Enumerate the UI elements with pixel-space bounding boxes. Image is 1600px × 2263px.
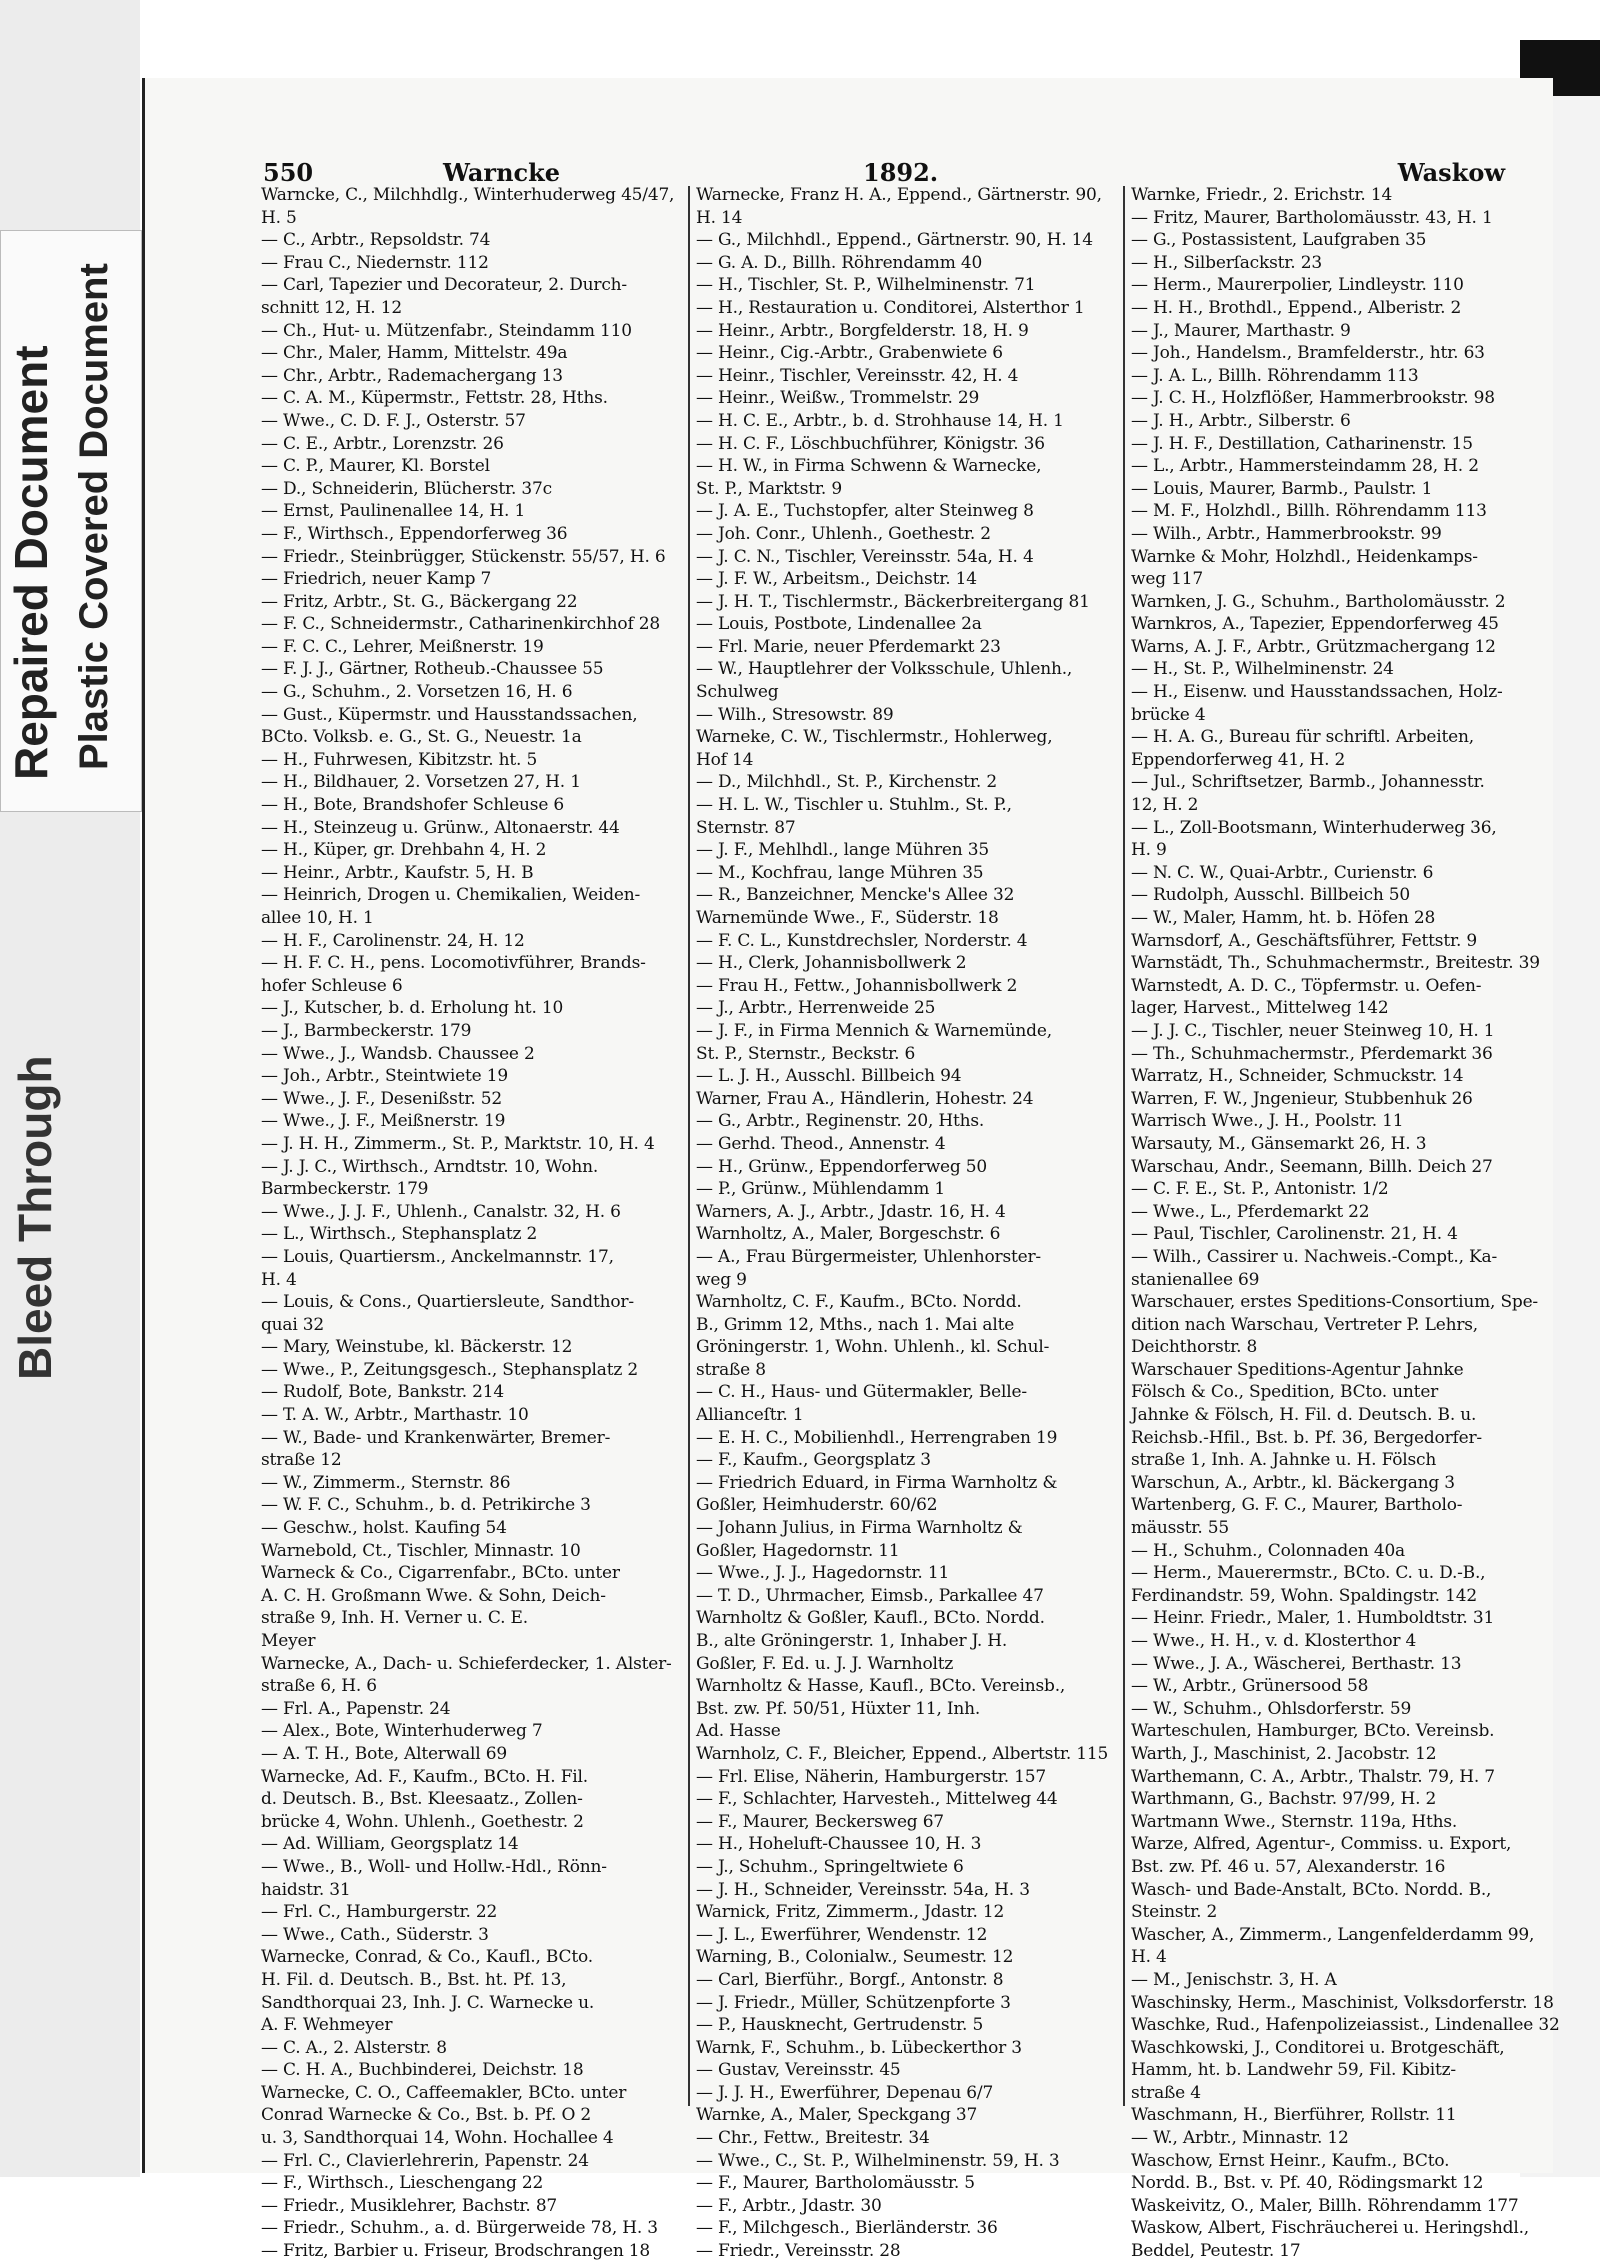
directory-entry-line: Hof 14	[696, 749, 754, 770]
directory-entry-line: — Heinr., Arbtr., Kaufstr. 5, H. B	[261, 862, 534, 883]
directory-entry-line: weg 117	[1131, 569, 1203, 590]
directory-entry-line: — H., Bildhauer, 2. Vorsetzen 27, H. 1	[261, 772, 581, 793]
directory-entry-line: — Heinrich, Drogen u. Chemikalien, Weiden-	[261, 885, 641, 906]
directory-entry-line: — F., Maurer, Beckersweg 67	[696, 1811, 944, 1832]
directory-entry-line: — J., Kutscher, b. d. Erholung ht. 10	[261, 998, 564, 1019]
directory-entry-line: — Friedr., Schuhm., a. d. Bürgerweide 78, H. 3	[261, 2218, 658, 2239]
directory-entry-line: Warth, J., Maschinist, 2. Jacobstr. 12	[1131, 1743, 1437, 1764]
directory-entry-line: brücke 4	[1131, 704, 1206, 725]
directory-entry-line: — H. A. G., Bureau für schriftl. Arbeiten,	[1131, 727, 1474, 748]
directory-entry-line: — W., Bade- und Krankenwärter, Bremer-	[261, 1427, 611, 1448]
directory-entry-line: Goßler, Hagedornstr. 11	[696, 1540, 900, 1561]
header-right-keyword: Waskow	[1397, 158, 1505, 187]
header-left-keyword: Warncke	[443, 158, 561, 187]
plastic-covered-label: Plastic Covered Document	[72, 263, 116, 770]
directory-entry-line: — J. C. N., Tischler, Vereinsstr. 54a, H. 4	[696, 546, 1034, 567]
directory-entry-line: — H., Clerk, Johannisbollwerk 2	[696, 953, 967, 974]
directory-entry-line: Waschke, Rud., Hafenpolizeiassist., Lindenallee 32	[1131, 2015, 1560, 2036]
directory-entry-line: lager, Harvest., Mittelweg 142	[1131, 998, 1389, 1019]
directory-entry-line: — Wwe., J., Wandsb. Chaussee 2	[261, 1043, 535, 1064]
directory-entry-line: mäusstr. 55	[1131, 1518, 1229, 1539]
directory-entry-line: — H. C. F., Löschbuchführer, Königstr. 36	[696, 433, 1045, 454]
directory-entry-line: Barmbeckerstr. 179	[261, 1179, 429, 1200]
directory-entry-line: — Alex., Bote, Winterhuderweg 7	[261, 1721, 543, 1742]
directory-entry-line: — Herm., Maurerpolier, Lindleystr. 110	[1131, 275, 1464, 296]
directory-entry-line: Wartenberg, G. F. C., Maurer, Bartholo-	[1131, 1495, 1463, 1516]
directory-entry-line: — J., Maurer, Marthastr. 9	[1131, 320, 1351, 341]
directory-entry-line: Warnk, F., Schuhm., b. Lübeckerthor 3	[696, 2037, 1022, 2058]
directory-entry-line: — Wilh., Cassirer u. Nachweis.-Compt., Ka-	[1131, 1246, 1497, 1267]
directory-entry-line: straße 6, H. 6	[261, 1676, 377, 1697]
directory-entry-line: Warnholz, C. F., Bleicher, Eppend., Albertstr. 115	[696, 1743, 1109, 1764]
directory-entry-line: Warnecke, A., Dach- u. Schieferdecker, 1. Alster-	[261, 1653, 672, 1674]
directory-entry-line: — G., Schuhm., 2. Vorsetzen 16, H. 6	[261, 682, 573, 703]
directory-entry-line: — Rudolf, Bote, Bankstr. 214	[261, 1382, 504, 1403]
directory-entry-line: — J. A. L., Billh. Röhrendamm 113	[1131, 365, 1419, 386]
header-year: 1892.	[863, 158, 939, 187]
directory-entry-line: — D., Milchhdl., St. P., Kirchenstr. 2	[696, 772, 997, 793]
directory-entry-line: H. 4	[1131, 1947, 1167, 1968]
directory-entry-line: — Gustav, Vereinsstr. 45	[696, 2060, 901, 2081]
directory-entry-line: Steinstr. 2	[1131, 1902, 1218, 1923]
directory-entry-line: d. Deutsch. B., Bst. Kleesaatz., Zollen-	[261, 1789, 583, 1810]
directory-entry-line: Meyer	[261, 1631, 316, 1651]
directory-entry-line: straße 8	[696, 1359, 766, 1380]
directory-entry-line: Bst. zw. Pf. 50/51, Hüxter 11, Inh.	[696, 1698, 981, 1719]
directory-entry-line: — C. H. A., Buchbinderei, Deichstr. 18	[261, 2060, 584, 2081]
directory-entry-line: — Frl. A., Papenstr. 24	[261, 1698, 451, 1719]
directory-entry-line: — Gerhd. Theod., Annenstr. 4	[696, 1133, 946, 1154]
directory-entry-line: — J. C. H., Holzflößer, Hammerbrookstr. 98	[1131, 388, 1495, 409]
bleed-through-label: Bleed Through	[9, 1055, 61, 1380]
directory-entry-line: Warnken, J. G., Schuhm., Bartholomäusstr. 2	[1131, 591, 1506, 612]
directory-entry-line: straße 1, Inh. A. Jahnke u. H. Fölsch	[1131, 1450, 1437, 1471]
directory-entry-line: — J. Friedr., Müller, Schützenpforte 3	[696, 1992, 1011, 2013]
directory-entry-line: Warnecke, Franz H. A., Eppend., Gärtnerstr. 90,	[696, 185, 1102, 205]
directory-entry-line: — Louis, Quartiersm., Anckelmannstr. 17,	[261, 1246, 614, 1267]
directory-entry-line: — H., Fuhrwesen, Kibitzstr. ht. 5	[261, 749, 538, 770]
directory-column-middle	[696, 184, 1116, 2262]
directory-entry-line: Bst. zw. Pf. 46 u. 57, Alexanderstr. 16	[1131, 1856, 1446, 1877]
directory-entry-line: — J. F., in Firma Mennich & Warnemünde,	[696, 1020, 1052, 1041]
directory-entry-line: allee 10, H. 1	[261, 908, 374, 928]
directory-entry-line: — Gust., Küpermstr. und Hausstandssachen,	[261, 704, 638, 725]
directory-entry-line: St. P., Sternstr., Beckstr. 6	[696, 1043, 916, 1064]
directory-entry-line: — W., Arbtr., Grünersood 58	[1131, 1676, 1369, 1697]
directory-entry-line: — Frau H., Fettw., Johannisbollwerk 2	[696, 975, 1018, 996]
directory-entry-line: — Ad. William, Georgsplatz 14	[261, 1834, 519, 1855]
directory-entry-line: — Heinr., Cig.-Arbtr., Grabenwiete 6	[696, 343, 1003, 364]
directory-entry-line: weg 9	[696, 1269, 747, 1290]
directory-entry-line: 12, H. 2	[1131, 795, 1199, 816]
page-number: 550	[263, 158, 314, 187]
directory-entry-line: Warren, F. W., Jngenieur, Stubbenhuk 26	[1131, 1088, 1473, 1109]
directory-entry-line: — Louis, Maurer, Barmb., Paulstr. 1	[1131, 478, 1433, 499]
directory-entry-line: — Heinr. Friedr., Maler, 1. Humboldtstr. 31	[1131, 1608, 1495, 1629]
directory-column-right	[1131, 184, 1560, 2262]
directory-entry-line: hofer Schleuse 6	[261, 975, 403, 996]
directory-entry-line: — J. J. C., Tischler, neuer Steinweg 10, H. 1	[1131, 1020, 1495, 1041]
directory-entry-line: — Frl. C., Clavierlehrerin, Papenstr. 24	[261, 2150, 589, 2171]
directory-entry-line: — F., Wirthsch., Lieschengang 22	[261, 2173, 544, 2194]
directory-entry-line: — G., Postassistent, Laufgraben 35	[1131, 230, 1427, 251]
directory-entry-line: H. 9	[1131, 840, 1167, 861]
directory-entry-line: — Wwe., C. D. F. J., Osterstr. 57	[261, 410, 526, 431]
directory-entry-line: Warschauer, erstes Speditions-Consortium, Spe-	[1131, 1292, 1538, 1313]
directory-entry-line: — T. D., Uhrmacher, Eimsb., Parkallee 47	[696, 1585, 1044, 1606]
directory-entry-line: straße 9, Inh. H. Verner u. C. E.	[261, 1608, 528, 1629]
directory-entry-line: — Joh., Arbtr., Steintwiete 19	[261, 1066, 508, 1087]
directory-entry-line: — M., Kochfrau, lange Mühren 35	[696, 862, 984, 883]
directory-column-left	[261, 184, 681, 2262]
directory-entry-line: — J. H. H., Zimmerm., St. P., Marktstr. 10, H. 4	[261, 1133, 655, 1154]
directory-entry-line: — Friedr., Musiklehrer, Bachstr. 87	[261, 2195, 558, 2216]
directory-entry-line: Beddel, Peutestr. 17	[1131, 2241, 1301, 2262]
directory-entry-line: — J., Barmbeckerstr. 179	[261, 1020, 472, 1041]
directory-entry-line: — J., Schuhm., Springeltwiete 6	[696, 1856, 964, 1877]
directory-entry-line: — C. F. E., St. P., Antonistr. 1/2	[1131, 1179, 1389, 1200]
directory-entry-line: Warnholtz & Goßler, Kaufl., BCto. Nordd.	[696, 1608, 1045, 1629]
directory-entry-line: — F., Wirthsch., Eppendorferweg 36	[261, 523, 568, 544]
directory-entry-line: — E. H. C., Mobilienhdl., Herrengraben 19	[696, 1427, 1058, 1448]
directory-entry-line: BCto. Volksb. e. G., St. G., Neuestr. 1a	[261, 727, 582, 748]
directory-entry-line: A. F. Wehmeyer	[261, 2015, 393, 2036]
directory-entry-line: — Geschw., holst. Kaufing 54	[261, 1518, 507, 1539]
directory-entry-line: Warnholtz, A., Maler, Borgeschstr. 6	[696, 1224, 1001, 1245]
directory-entry-line: Ferdinandstr. 59, Wohn. Spaldingstr. 142	[1131, 1585, 1477, 1606]
directory-entry-line: — Wilh., Arbtr., Hammerbrookstr. 99	[1131, 523, 1442, 544]
directory-entry-line: — F. J. J., Gärtner, Rotheub.-Chaussee 55	[261, 659, 604, 680]
directory-entry-line: — J. H. T., Tischlermstr., Bäckerbreitergang 81	[696, 591, 1090, 612]
directory-entry-line: — F., Milchgesch., Bierländerstr. 36	[696, 2218, 998, 2239]
directory-entry-line: — J. F., Mehlhdl., lange Mühren 35	[696, 840, 989, 861]
directory-entry-line: Warncke, C., Milchhdlg., Winterhuderweg 45/47,	[261, 185, 675, 205]
directory-entry-line: — R., Banzeichner, Mencke's Allee 32	[696, 885, 1015, 906]
repaired-document-label: Repaired Document	[5, 345, 57, 780]
directory-entry-line: — L. J. H., Ausschl. Billbeich 94	[696, 1066, 962, 1087]
directory-entry-line: Waskeivitz, O., Maler, Billh. Röhrendamm 177	[1131, 2195, 1519, 2216]
directory-entry-line: — F., Kaufm., Georgsplatz 3	[696, 1450, 931, 1471]
directory-entry-line: Ad. Hasse	[696, 1721, 781, 1742]
directory-entry-line: — T. A. W., Arbtr., Marthastr. 10	[261, 1405, 529, 1426]
directory-entry-line: — J. J. H., Ewerführer, Depenau 6/7	[696, 2082, 994, 2103]
directory-entry-line: — H., St. P., Wilhelminenstr. 24	[1131, 659, 1394, 680]
directory-entry-line: — Wwe., J. F., Meißnerstr. 19	[261, 1111, 506, 1132]
directory-entry-line: — Friedrich, neuer Kamp 7	[261, 569, 492, 590]
directory-entry-line: haidstr. 31	[261, 1879, 351, 1900]
directory-entry-line: Waskow, Albert, Fischräucherei u. Heringshdl.,	[1131, 2218, 1529, 2239]
directory-entry-line: Schulweg	[696, 682, 779, 703]
directory-entry-line: u. 3, Sandthorquai 14, Wohn. Hochallee 4	[261, 2128, 614, 2149]
directory-entry-line: — W., Maler, Hamm, ht. b. Höfen 28	[1131, 908, 1436, 928]
directory-entry-line: Nordd. B., Bst. v. Pf. 40, Rödingsmarkt 12	[1131, 2173, 1484, 2194]
directory-entry-line: Warthemann, C. A., Arbtr., Thalstr. 79, H. 7	[1131, 1766, 1495, 1787]
directory-entry-line: — J. F. W., Arbeitsm., Deichstr. 14	[696, 569, 977, 590]
directory-entry-line: — H., Steinzeug u. Grünw., Altonaerstr. 44	[261, 817, 620, 838]
directory-entry-line: Sandthorquai 23, Inh. J. C. Warnecke u.	[261, 1992, 595, 2013]
column-divider	[688, 186, 690, 2106]
directory-entry-line: — Wwe., J. J., Hagedornstr. 11	[696, 1563, 950, 1584]
directory-entry-line: H. 14	[696, 207, 743, 228]
directory-entry-line: Wascher, A., Zimmerm., Langenfelderdamm 99,	[1131, 1924, 1535, 1945]
directory-entry-line: — Chr., Arbtr., Rademachergang 13	[261, 365, 563, 386]
directory-entry-line: Warnke, A., Maler, Speckgang 37	[696, 2105, 978, 2126]
directory-entry-line: Warteschulen, Hamburger, BCto. Vereinsb.	[1131, 1721, 1495, 1742]
directory-entry-line: Warnstädt, Th., Schuhmachermstr., Breitestr. 39	[1131, 953, 1540, 974]
directory-entry-line: — G., Arbtr., Reginenstr. 20, Hths.	[696, 1111, 985, 1132]
directory-entry-line: — J. H. F., Destillation, Catharinenstr. 15	[1131, 433, 1473, 454]
directory-entry-line: Waschinsky, Herm., Maschinist, Volksdorferstr. 18	[1131, 1992, 1554, 2013]
directory-entry-line: Goßler, Heimhuderstr. 60/62	[696, 1495, 938, 1516]
directory-entry-line: — F., Schlachter, Harvesteh., Mittelweg 44	[696, 1789, 1058, 1810]
directory-entry-line: St. P., Marktstr. 9	[696, 478, 842, 499]
directory-entry-line: — Rudolph, Ausschl. Billbeich 50	[1131, 885, 1411, 906]
directory-entry-line: — J. L., Ewerführer, Wendenstr. 12	[696, 1924, 988, 1945]
directory-entry-line: Warnholtz, C. F., Kaufm., BCto. Nordd.	[696, 1292, 1022, 1313]
directory-entry-line: — H. H., Brothdl., Eppend., Alberistr. 2	[1131, 297, 1462, 318]
directory-entry-line: — Wwe., L., Pferdemarkt 22	[1131, 1201, 1370, 1222]
directory-entry-line: — C., Arbtr., Repsoldstr. 74	[261, 230, 491, 251]
directory-entry-line: — Fritz, Arbtr., St. G., Bäckergang 22	[261, 591, 578, 612]
directory-entry-line: — W., Schuhm., Ohlsdorferstr. 59	[1131, 1698, 1412, 1719]
directory-entry-line: — J. A. E., Tuchstopfer, alter Steinweg 8	[696, 501, 1034, 522]
directory-entry-line: — C. A. M., Küpermstr., Fettstr. 28, Hths.	[261, 388, 608, 409]
directory-entry-line: — M., Jenischstr. 3, H. A	[1131, 1969, 1337, 1990]
directory-entry-line: — Fritz, Barbier u. Friseur, Brodschrangen 18	[261, 2241, 651, 2262]
directory-entry-line: — H. C. E., Arbtr., b. d. Strohhause 14, H. 1	[696, 410, 1064, 431]
directory-entry-line: Waschmann, H., Bierführer, Rollstr. 11	[1131, 2105, 1457, 2126]
directory-entry-line: — H. F. C. H., pens. Locomotivführer, Brands-	[261, 953, 646, 974]
directory-entry-line: — Carl, Tapezier und Decorateur, 2. Durch-	[261, 275, 627, 296]
directory-entry-line: Warschauer Speditions-Agentur Jahnke	[1131, 1359, 1464, 1380]
directory-entry-line: — N. C. W., Quai-Arbtr., Curienstr. 6	[1131, 862, 1434, 883]
directory-entry-line: A. C. H. Großmann Wwe. & Sohn, Deich-	[261, 1585, 606, 1606]
directory-entry-line: — Frau C., Niedernstr. 112	[261, 252, 489, 273]
directory-page	[142, 78, 1560, 2262]
directory-entry-line: — A., Frau Bürgermeister, Uhlenhorster-	[696, 1246, 1041, 1267]
directory-entry-line: Warthmann, G., Bachstr. 97/99, H. 2	[1131, 1789, 1437, 1810]
directory-entry-line: Conrad Warnecke & Co., Bst. b. Pf. O 2	[261, 2105, 592, 2126]
directory-entry-line: — H., Hoheluft-Chaussee 10, H. 3	[696, 1834, 982, 1855]
directory-entry-line: — Chr., Maler, Hamm, Mittelstr. 49a	[261, 343, 568, 364]
directory-entry-line: — Wwe., C., St. P., Wilhelminenstr. 59, H. 3	[696, 2150, 1060, 2171]
directory-entry-line: Warnemünde Wwe., F., Süderstr. 18	[696, 908, 999, 928]
directory-entry-line: — L., Arbtr., Hammersteindamm 28, H. 2	[1131, 456, 1479, 477]
directory-entry-line: — Johann Julius, in Firma Warnholtz &	[696, 1518, 1023, 1539]
directory-entry-line: — P., Hausknecht, Gertrudenstr. 5	[696, 2015, 984, 2036]
directory-entry-line: Wasch- und Bade-Anstalt, BCto. Nordd. B.,	[1131, 1879, 1492, 1900]
directory-entry-line: — Ernst, Paulinenallee 14, H. 1	[261, 501, 526, 522]
directory-entry-line: Warratz, H., Schneider, Schmuckstr. 14	[1131, 1066, 1464, 1087]
directory-entry-line: — Frl. Marie, neuer Pferdemarkt 23	[696, 636, 1001, 657]
directory-entry-line: — Wwe., Cath., Süderstr. 3	[261, 1924, 489, 1945]
directory-entry-line: B., alte Gröningerstr. 1, Inhaber J. H.	[696, 1631, 1008, 1651]
directory-entry-line: Sternstr. 87	[696, 817, 796, 838]
directory-entry-line: — Frl. C., Hamburgerstr. 22	[261, 1902, 498, 1923]
directory-entry-line: — W. F. C., Schuhm., b. d. Petrikirche 3	[261, 1495, 591, 1516]
directory-entry-line: Warnick, Fritz, Zimmerm., Jdastr. 12	[696, 1902, 1005, 1923]
directory-entry-line: Warnecke, Ad. F., Kaufm., BCto. H. Fil.	[261, 1766, 588, 1787]
directory-entry-line: — H., Eisenw. und Hausstandssachen, Holz-	[1131, 682, 1503, 703]
directory-entry-line: — H. F., Carolinenstr. 24, H. 12	[261, 930, 525, 951]
directory-entry-line: — Wwe., J. F., Desenißstr. 52	[261, 1088, 503, 1109]
directory-entry-line: — H. W., in Firma Schwenn & Warnecke,	[696, 456, 1042, 477]
directory-entry-line: brücke 4, Wohn. Uhlenh., Goethestr. 2	[261, 1811, 584, 1832]
directory-entry-line: Warschun, A., Arbtr., kl. Bäckergang 3	[1131, 1472, 1455, 1493]
directory-entry-line: schnitt 12, H. 12	[261, 297, 402, 318]
directory-entry-line: — Louis, & Cons., Quartiersleute, Sandthor-	[261, 1292, 634, 1313]
directory-entry-line: — Joh., Handelsm., Bramfelderstr., htr. 63	[1131, 343, 1485, 364]
directory-entry-line: — F. C. L., Kunstdrechsler, Norderstr. 4	[696, 930, 1028, 951]
directory-entry-line: Eppendorferweg 41, H. 2	[1131, 749, 1346, 770]
directory-entry-line: — Wwe., J. A., Wäscherei, Berthastr. 13	[1131, 1653, 1462, 1674]
directory-entry-line: Wartmann Wwe., Sternstr. 119a, Hths.	[1131, 1811, 1458, 1832]
directory-entry-line: — H., Restauration u. Conditorei, Alsterthor 1	[696, 297, 1085, 318]
directory-entry-line: Warning, B., Colonialw., Seumestr. 12	[696, 1947, 1014, 1968]
directory-entry-line: B., Grimm 12, Mths., nach 1. Mai alte	[696, 1314, 1015, 1335]
directory-entry-line: — Wwe., J. J. F., Uhlenh., Canalstr. 32, H. 6	[261, 1201, 621, 1222]
directory-entry-line: Warze, Alfred, Agentur-, Commiss. u. Export,	[1131, 1834, 1512, 1855]
directory-entry-line: Warnstedt, A. D. C., Töpfermstr. u. Oefen-	[1131, 975, 1482, 996]
directory-entry-line: — F. C., Schneidermstr., Catharinenkirchhof 28	[261, 614, 660, 635]
directory-entry-line: — Heinr., Tischler, Vereinsstr. 42, H. 4	[696, 365, 1019, 386]
directory-entry-line: Warnholtz & Hasse, Kaufl., BCto. Vereinsb.,	[696, 1676, 1066, 1697]
directory-entry-line: — Joh. Conr., Uhlenh., Goethestr. 2	[696, 523, 991, 544]
directory-entry-line: — Chr., Fettw., Breitestr. 34	[696, 2128, 930, 2149]
directory-entry-line: H. Fil. d. Deutsch. B., Bst. ht. Pf. 13,	[261, 1969, 567, 1990]
directory-entry-line: — Carl, Bierführ., Borgf., Antonstr. 8	[696, 1969, 1004, 1990]
directory-entry-line: — L., Zoll-Bootsmann, Winterhuderweg 36,	[1131, 817, 1497, 838]
directory-entry-line: Hamm, ht. b. Landwehr 59, Fil. Kibitz-	[1131, 2060, 1456, 2081]
directory-entry-line: — F. C. C., Lehrer, Meißnerstr. 19	[261, 636, 544, 657]
directory-entry-line: straße 4	[1131, 2082, 1201, 2103]
directory-entry-line: Jahnke & Fölsch, H. Fil. d. Deutsch. B. u.	[1131, 1405, 1477, 1426]
directory-entry-line: stanienallee 69	[1131, 1269, 1260, 1290]
directory-entry-line: — J. J. C., Wirthsch., Arndtstr. 10, Wohn.	[261, 1156, 599, 1177]
directory-entry-line: — L., Wirthsch., Stephansplatz 2	[261, 1224, 538, 1245]
directory-entry-line: Warneke, C. W., Tischlermstr., Hohlerweg,	[696, 727, 1053, 748]
directory-entry-line: — Friedr., Vereinsstr. 28	[696, 2241, 901, 2262]
directory-entry-line: — Wwe., B., Woll- und Hollw.-Hdl., Rönn-	[261, 1856, 607, 1877]
directory-entry-line: quai 32	[261, 1314, 325, 1335]
directory-entry-line: — J. H., Schneider, Vereinsstr. 54a, H. 3	[696, 1879, 1030, 1900]
directory-entry-line: Deichthorstr. 8	[1131, 1337, 1258, 1358]
column-divider	[1123, 186, 1125, 2106]
directory-entry-line: — C. H., Haus- und Gütermakler, Belle-	[696, 1382, 1027, 1403]
directory-entry-line: — P., Grünw., Mühlendamm 1	[696, 1179, 945, 1200]
directory-entry-line: — Wwe., P., Zeitungsgesch., Stephansplatz 2	[261, 1359, 638, 1380]
directory-entry-line: — A. T. H., Bote, Alterwall 69	[261, 1743, 507, 1764]
directory-entry-line: — W., Hauptlehrer der Volksschule, Uhlenh.,	[696, 659, 1073, 680]
directory-entry-line: — Mary, Weinstube, kl. Bäckerstr. 12	[261, 1337, 573, 1358]
directory-entry-line: — Jul., Schriftsetzer, Barmb., Johannesstr.	[1131, 772, 1485, 793]
directory-entry-line: — G. A. D., Billh. Röhrendamm 40	[696, 252, 983, 273]
directory-entry-line: Warrisch Wwe., J. H., Poolstr. 11	[1131, 1111, 1404, 1132]
directory-entry-line: — C. A., 2. Alsterstr. 8	[261, 2037, 447, 2058]
directory-entry-line: — Louis, Postbote, Lindenallee 2a	[696, 614, 982, 635]
directory-entry-line: — W., Zimmerm., Sternstr. 86	[261, 1472, 511, 1493]
directory-entry-line: — Herm., Mauerermstr., BCto. C. u. D.-B.,	[1131, 1563, 1486, 1584]
directory-entry-line: Warnke & Mohr, Holzhdl., Heidenkamps-	[1131, 546, 1478, 567]
directory-entry-line: — F., Arbtr., Jdastr. 30	[696, 2195, 882, 2216]
directory-entry-line: Warnecke, Conrad, & Co., Kaufl., BCto.	[261, 1947, 593, 1968]
directory-entry-line: — Heinr., Weißw., Trommelstr. 29	[696, 388, 980, 409]
directory-entry-line: — C. P., Maurer, Kl. Borstel	[261, 456, 490, 477]
directory-entry-line: — H., Küper, gr. Drehbahn 4, H. 2	[261, 840, 547, 861]
directory-entry-line: — Ch., Hut- u. Mützenfabr., Steindamm 110	[261, 320, 632, 341]
directory-entry-line: H. 5	[261, 207, 297, 228]
directory-entry-line: — Friedr., Steinbrügger, Stückenstr. 55/57, H. 6	[261, 546, 666, 567]
directory-entry-line: — C. E., Arbtr., Lorenzstr. 26	[261, 433, 504, 454]
directory-entry-line: — Th., Schuhmachermstr., Pferdemarkt 36	[1131, 1043, 1493, 1064]
directory-entry-line: — D., Schneiderin, Blücherstr. 37c	[261, 478, 552, 499]
directory-entry-line: Warnke, Friedr., 2. Erichstr. 14	[1131, 185, 1393, 205]
directory-entry-line: — Friedrich Eduard, in Firma Warnholtz &	[696, 1472, 1058, 1493]
directory-entry-line: Warsauty, M., Gänsemarkt 26, H. 3	[1131, 1133, 1427, 1154]
directory-entry-line: — H. L. W., Tischler u. Stuhlm., St. P.,	[696, 795, 1012, 816]
directory-entry-line: Goßler, F. Ed. u. J. J. Warnholtz	[696, 1653, 954, 1674]
directory-entry-line: Reichsb.-Hfil., Bst. b. Pf. 36, Bergedorfer-	[1131, 1427, 1482, 1448]
directory-entry-line: — G., Milchhdl., Eppend., Gärtnerstr. 90, H. 14	[696, 230, 1093, 251]
directory-entry-line: Warnsdorf, A., Geschäftsführer, Fettstr. 9	[1131, 930, 1478, 951]
directory-entry-line: straße 12	[261, 1450, 342, 1471]
directory-entry-line: — F., Maurer, Bartholomäusstr. 5	[696, 2173, 975, 2194]
directory-entry-line: Warner, Frau A., Händlerin, Hohestr. 24	[696, 1088, 1034, 1109]
directory-entry-line: — H., Schuhm., Colonnaden 40a	[1131, 1540, 1405, 1561]
directory-entry-line: — H., Silberſackstr. 23	[1131, 252, 1322, 273]
directory-entry-line: — H., Bote, Brandshofer Schleuse 6	[261, 795, 565, 816]
directory-entry-line: Warnkros, A., Tapezier, Eppendorferweg 45	[1131, 614, 1499, 635]
directory-entry-line: Warneck & Co., Cigarrenfabr., BCto. unter	[261, 1563, 620, 1584]
directory-entry-line: — Fritz, Maurer, Bartholomäusstr. 43, H. 1	[1131, 207, 1493, 228]
directory-entry-line: — Heinr., Arbtr., Borgfelderstr. 18, H. 9	[696, 320, 1029, 341]
directory-entry-line: Warnecke, C. O., Caffeemakler, BCto. unter	[261, 2082, 627, 2103]
directory-entry-line: — J. H., Arbtr., Silberstr. 6	[1131, 410, 1351, 431]
directory-entry-line: Gröningerstr. 1, Wohn. Uhlenh., kl. Schul-	[696, 1337, 1050, 1358]
directory-entry-line: Warschau, Andr., Seemann, Billh. Deich 27	[1131, 1156, 1493, 1177]
directory-entry-line: — Wilh., Stresowstr. 89	[696, 704, 894, 725]
directory-entry-line: Waschow, Ernst Heinr., Kaufm., BCto.	[1131, 2150, 1450, 2171]
directory-entry-line: — J., Arbtr., Herrenweide 25	[696, 998, 936, 1019]
directory-entry-line: Fölsch & Co., Spedition, BCto. unter	[1131, 1382, 1439, 1403]
directory-entry-line: — H., Tischler, St. P., Wilhelminenstr. 71	[696, 275, 1036, 296]
directory-entry-line: — Wwe., H. H., v. d. Klosterthor 4	[1131, 1631, 1417, 1651]
directory-entry-line: Warners, A. J., Arbtr., Jdastr. 16, H. 4	[696, 1201, 1006, 1222]
directory-entry-line: dition nach Warschau, Vertreter P. Lehrs,	[1131, 1314, 1478, 1335]
directory-entry-line: — H., Grünw., Eppendorferweg 50	[696, 1156, 988, 1177]
directory-entry-line: Warns, A. J. F., Arbtr., Grützmachergang 12	[1131, 636, 1496, 657]
directory-entry-line: — Paul, Tischler, Carolinenstr. 21, H. 4	[1131, 1224, 1458, 1245]
directory-entry-line: Waschkowski, J., Conditorei u. Brotgeschäft,	[1131, 2037, 1505, 2058]
directory-entry-line: — Frl. Elise, Näherin, Hamburgerstr. 157	[696, 1766, 1046, 1787]
directory-entry-line: Allianceſtr. 1	[696, 1405, 804, 1426]
directory-entry-line: Warnebold, Ct., Tischler, Minnastr. 10	[261, 1540, 581, 1561]
directory-entry-line: — W., Arbtr., Minnastr. 12	[1131, 2128, 1349, 2149]
directory-entry-line: H. 4	[261, 1269, 297, 1290]
directory-entry-line: — M. F., Holzhdl., Billh. Röhrendamm 113	[1131, 501, 1487, 522]
